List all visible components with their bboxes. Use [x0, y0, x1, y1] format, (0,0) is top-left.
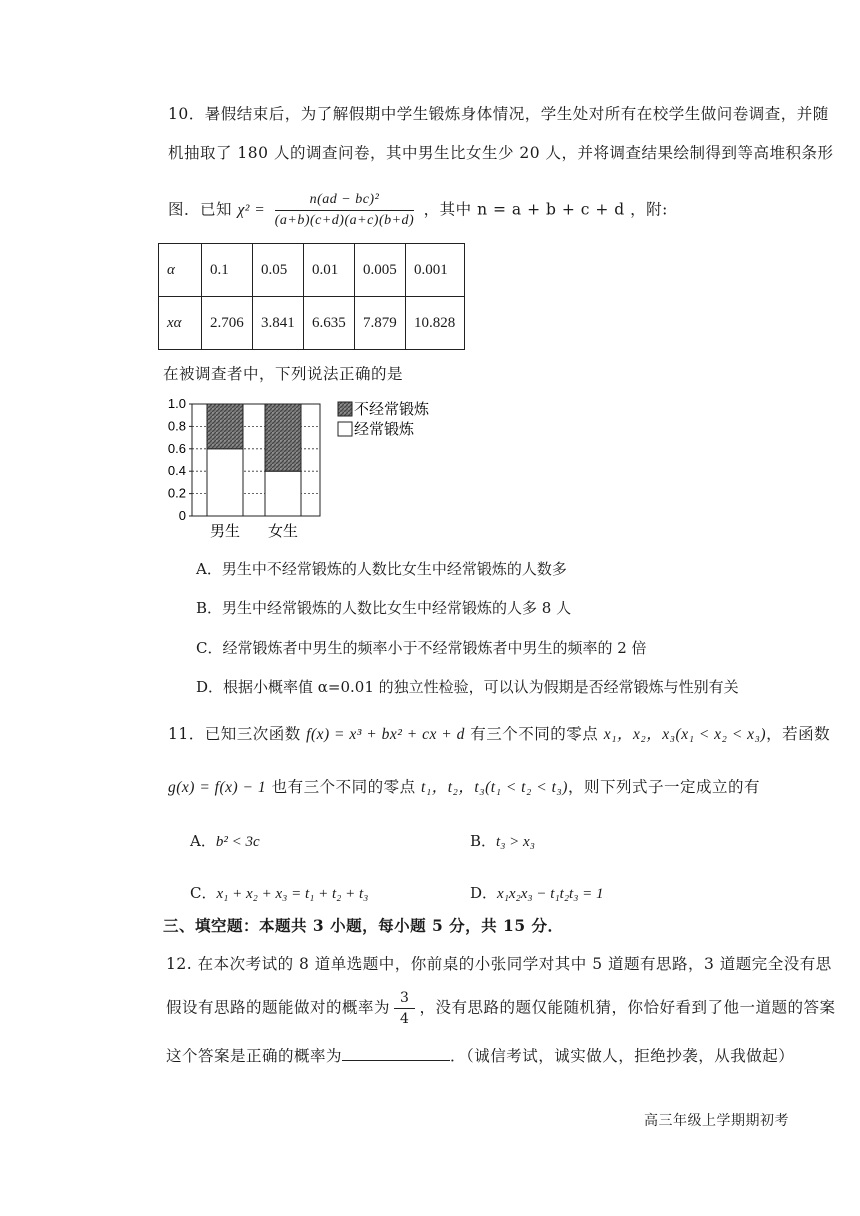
- table-cell: 0.05: [253, 244, 304, 297]
- q12-line-1: 12. 在本次考试的 8 道单选题中，你前桌的小张同学对其中 5 道题有思路，3 道题完全没有思: [166, 955, 832, 973]
- q11-zeros-x: x₁，x₂，x₃(x₁ < x₂ < x₃): [603, 726, 767, 743]
- section-3-heading: 三、填空题：本题共 3 小题，每小题 5 分，共 15 分．: [163, 916, 564, 935]
- q12-prefix: 假设有思路的题能做对的概率为: [166, 998, 391, 1017]
- fraction-numerator: 3: [394, 990, 415, 1009]
- q11-suffix: ，若函数: [766, 725, 831, 743]
- bar-segment: [265, 404, 301, 471]
- q10-line3-suffix: ，其中 n = a + b + c + d ，附:: [423, 200, 668, 219]
- table-cell: 6.635: [304, 297, 355, 350]
- q11-mid-text-2: 也有三个不同的零点: [271, 778, 416, 796]
- option-expression: x₁x₂x₃ − t₁t₂t₃ = 1: [497, 886, 604, 902]
- chi-square-critical-table: [158, 243, 465, 350]
- q10-line-1: 10．暑假结束后，为了解假期中学生锻炼身体情况，学生处对所有在校学生做问卷调查，并随: [168, 105, 829, 123]
- y-tick-label: 0.2: [167, 485, 186, 501]
- x-category-label: 男生: [209, 523, 241, 540]
- table-cell: 0.01: [304, 244, 355, 297]
- q11-line-1: [168, 722, 830, 744]
- y-tick-label: 0.8: [167, 418, 186, 434]
- bar-segment: [265, 471, 301, 516]
- q10-option-a[interactable]: A．男生中不经常锻炼的人数比女生中经常锻炼的人数多: [196, 560, 567, 578]
- q12-fraction: [394, 990, 415, 1027]
- q11-suffix-2: ，则下列式子一定成立的有: [567, 778, 760, 796]
- x-category-label: 女生: [267, 523, 299, 540]
- q11-function-f: f(x) = x³ + bx² + cx + d: [306, 726, 465, 743]
- chi-square-formula: [275, 192, 415, 229]
- q11-option-a[interactable]: [190, 830, 260, 851]
- table-cell: 0.1: [202, 244, 253, 297]
- y-tick-label: 0: [178, 508, 186, 523]
- q11-function-g: g(x) = f(x) − 1: [168, 779, 267, 796]
- q11-option-d[interactable]: [470, 882, 604, 903]
- q10-prompt: 在被调查者中，下列说法正确的是: [163, 365, 404, 383]
- q11-mid-text: 有三个不同的零点: [470, 725, 599, 743]
- q11-line-2: [168, 775, 760, 797]
- stacked-bar-chart: [160, 392, 450, 542]
- legend-label: 不经常锻炼: [354, 401, 430, 418]
- table-header-alpha: α: [159, 244, 202, 297]
- bar-segment: [207, 449, 243, 516]
- option-label: A．: [190, 832, 216, 850]
- formula-denominator: (a+b)(c+d)(a+c)(b+d): [274, 213, 415, 228]
- fraction-denominator: 4: [400, 1011, 410, 1027]
- option-label: D．: [470, 884, 498, 902]
- q11-option-c[interactable]: [190, 882, 368, 903]
- table-cell: 0.001: [406, 244, 465, 297]
- option-expression: b² < 3c: [215, 834, 260, 850]
- q12-line-2: [166, 990, 835, 1027]
- option-label: C．: [190, 884, 217, 902]
- table-cell: 0.005: [355, 244, 406, 297]
- q12-line3-prefix: 这个答案是正确的概率为: [166, 1047, 343, 1065]
- table-cell: 3.841: [253, 297, 304, 350]
- q10-option-d[interactable]: D．根据小概率值 α=0.01 的独立性检验，可以认为假期是否经常锻炼与性别有关: [196, 678, 739, 696]
- page-footer: 高三年级上学期期初考: [644, 1113, 789, 1129]
- table-row: [159, 297, 465, 350]
- option-expression: t₃ > x₃: [496, 834, 535, 850]
- table-cell: 7.879: [355, 297, 406, 350]
- answer-blank[interactable]: [342, 1046, 450, 1061]
- table-cell: 10.828: [406, 297, 465, 350]
- y-tick-label: 0.4: [167, 463, 186, 479]
- bar-segment: [207, 404, 243, 449]
- q11-zeros-t: t₁，t₂，t₃(t₁ < t₂ < t₃): [421, 779, 568, 796]
- table-header-x: xα: [159, 297, 202, 350]
- q12-suffix: ，没有思路的题仅能随机猜，你恰好看到了他一道题的答案: [419, 998, 836, 1017]
- legend-swatch: [338, 422, 352, 436]
- q11-prefix: 11．已知三次函数: [168, 725, 301, 743]
- option-label: B．: [470, 832, 497, 850]
- y-tick-label: 0.6: [167, 440, 186, 456]
- q10-line-3: [168, 192, 668, 229]
- table-row: [159, 244, 465, 297]
- q12-line3-suffix: ．（诚信考试，诚实做人，拒绝抄袭，从我做起）: [450, 1047, 795, 1065]
- option-expression: x₁ + x₂ + x₃ = t₁ + t₂ + t₃: [216, 886, 369, 902]
- q10-line3-prefix: 图．已知: [168, 200, 233, 219]
- formula-numerator: n(ad − bc)²: [275, 192, 415, 211]
- q10-option-c[interactable]: C．经常锻炼者中男生的频率小于不经常锻炼者中男生的频率的 2 倍: [196, 639, 647, 657]
- legend-swatch: [338, 402, 352, 416]
- table-cell: 2.706: [202, 297, 253, 350]
- legend-label: 经常锻炼: [354, 421, 415, 438]
- y-tick-label: 1.0: [167, 396, 186, 411]
- chi-square-symbol: χ² =: [237, 201, 266, 219]
- q12-line-3: [166, 1044, 794, 1066]
- q11-option-b[interactable]: [470, 830, 535, 851]
- q10-option-b[interactable]: B．男生中经常锻炼的人数比女生中经常锻炼的人多 8 人: [196, 599, 572, 617]
- q10-line-2: 机抽取了 180 人的调查问卷，其中男生比女生少 20 人，并将调查结果绘制得到等高堆积条形: [168, 144, 834, 162]
